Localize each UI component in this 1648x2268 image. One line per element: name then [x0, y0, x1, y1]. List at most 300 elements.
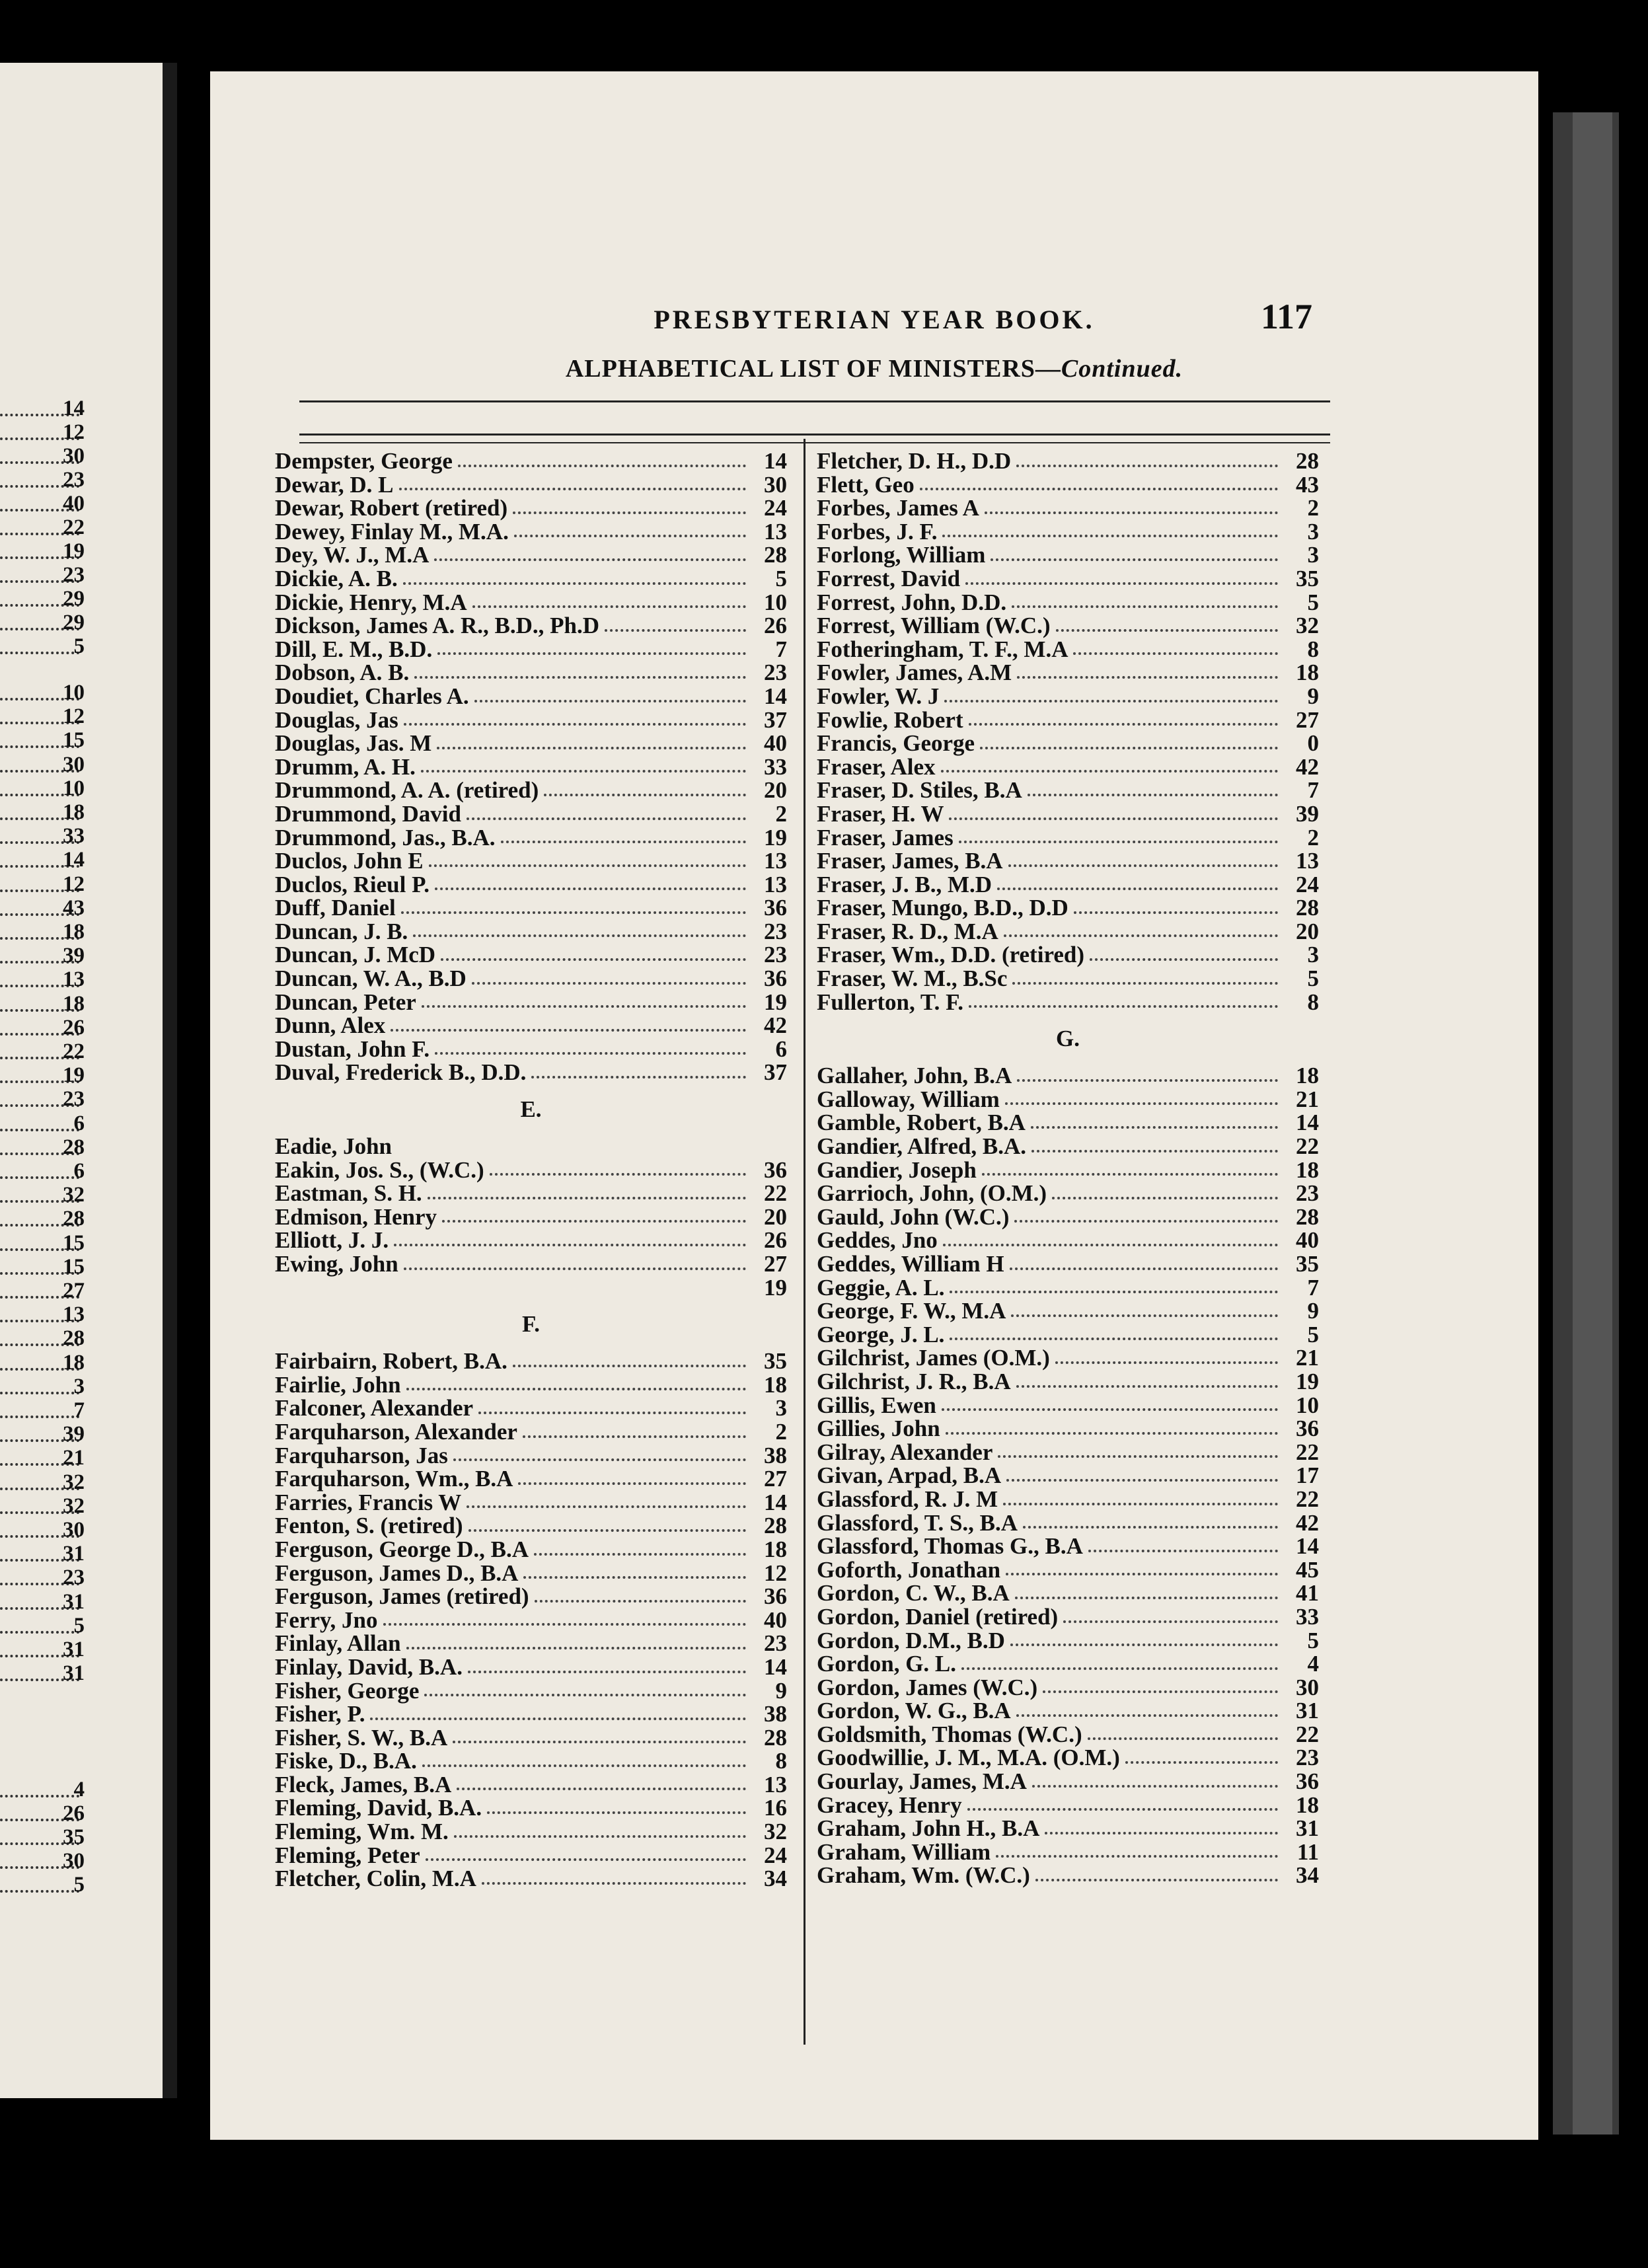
- facing-page-number: 4: [73, 1778, 85, 1801]
- page-reference: 9: [1307, 1298, 1319, 1324]
- page-reference: 16: [764, 1795, 787, 1821]
- dot-leader: [421, 770, 746, 773]
- minister-name: Dewar, D. L: [275, 471, 394, 498]
- dot-leader: [467, 1505, 746, 1508]
- minister-entry: [275, 873, 787, 897]
- minister-name: Glassford, R. J. M: [817, 1486, 998, 1512]
- facing-page-number: 15: [63, 1254, 85, 1279]
- minister-entry: [817, 496, 1319, 520]
- dot-leader: [531, 1076, 746, 1078]
- minister-entry: [817, 1158, 1319, 1182]
- facing-page-number: 6: [73, 1159, 85, 1183]
- page-reference: 40: [764, 1606, 787, 1633]
- facing-page-number: 29: [63, 587, 85, 611]
- minister-name: Gordon, G. L.: [817, 1651, 957, 1677]
- dot-leader: [1074, 911, 1278, 914]
- minister-entry: [275, 1373, 787, 1397]
- minister-entry: [817, 826, 1319, 850]
- dot-leader: [434, 558, 746, 561]
- facing-page-number: 19: [63, 539, 85, 563]
- minister-entry: [275, 1349, 787, 1373]
- dot-leader: [1011, 1314, 1278, 1317]
- minister-name: Duclos, Rieul P.: [275, 871, 430, 897]
- minister-name: Drummond, Jas., B.A.: [275, 824, 496, 850]
- heading-continued: Continued.: [1061, 355, 1183, 383]
- dot-leader: [942, 1408, 1278, 1411]
- minister-name: Graham, Wm. (W.C.): [817, 1862, 1030, 1889]
- page-reference: 37: [764, 706, 787, 733]
- minister-entry: [817, 1441, 1319, 1464]
- dot-leader: [941, 770, 1279, 773]
- dot-leader: [453, 1741, 746, 1743]
- minister-name: Geddes, William H: [817, 1251, 1004, 1277]
- dot-leader: [1005, 1102, 1278, 1105]
- dot-leader: [1008, 864, 1278, 867]
- page-reference: 18: [764, 1371, 787, 1398]
- page-reference: 23: [1296, 1745, 1319, 1771]
- heading-main: ALPHABETICAL LIST OF MINISTERS—: [565, 355, 1061, 383]
- page-reference: 36: [1296, 1416, 1319, 1442]
- facing-page-number: 33: [63, 824, 85, 849]
- facing-page-number: 28: [63, 1326, 85, 1351]
- minister-entry: [817, 1629, 1319, 1653]
- facing-page-number: 26: [63, 1015, 85, 1040]
- minister-name: Fisher, S. W., B.A: [275, 1724, 448, 1751]
- minister-name: Gracey, Henry: [817, 1792, 962, 1818]
- dot-leader: [965, 582, 1278, 585]
- dot-leader: [391, 1029, 746, 1032]
- minister-name: Dobson, A. B.: [275, 660, 410, 686]
- dot-leader: [467, 817, 746, 820]
- minister-entry: [275, 567, 787, 591]
- page-reference: 28: [764, 1513, 787, 1539]
- minister-name: Fraser, D. Stiles, B.A: [817, 777, 1022, 804]
- dot-leader: [513, 1365, 746, 1367]
- minister-name: Fairbairn, Robert, B.A.: [275, 1348, 507, 1375]
- minister-entry: [275, 520, 787, 544]
- minister-name: Gilray, Alexander: [817, 1439, 993, 1465]
- minister-name: Edmison, Henry: [275, 1203, 437, 1230]
- dot-leader: [472, 982, 746, 985]
- minister-entry: [275, 1844, 787, 1868]
- minister-name: Drummond, David: [275, 800, 461, 827]
- page-reference: 33: [1296, 1603, 1319, 1630]
- minister-entry: [817, 943, 1319, 967]
- page-reference: 28: [1296, 895, 1319, 921]
- dot-leader: [422, 1005, 746, 1008]
- dot-leader: [406, 1647, 746, 1649]
- minister-name: Fowler, James, A.M: [817, 660, 1012, 686]
- minister-name: Goforth, Jonathan: [817, 1556, 1001, 1583]
- page-reference: 2: [1307, 824, 1319, 850]
- minister-entry: [817, 755, 1319, 779]
- facing-page-number: 39: [63, 1422, 85, 1447]
- minister-entry: [275, 1014, 787, 1038]
- page-reference: 3: [1307, 542, 1319, 568]
- page-reference: 27: [764, 1466, 787, 1492]
- minister-entry: [275, 1158, 787, 1182]
- page-reference: 22: [1296, 1486, 1319, 1512]
- facing-page-number: 23: [63, 468, 85, 492]
- minister-entry: [817, 1605, 1319, 1629]
- minister-entry: [275, 543, 787, 567]
- minister-entry: [817, 1464, 1319, 1488]
- minister-name: Forrest, John, D.D.: [817, 589, 1007, 615]
- dot-leader: [1016, 1385, 1278, 1388]
- page-gutter-shadow: [163, 63, 177, 2098]
- minister-name: Ferguson, George D., B.A: [275, 1536, 529, 1562]
- minister-entry: [275, 1608, 787, 1632]
- dot-leader: [985, 511, 1278, 514]
- page-reference: 18: [1296, 660, 1319, 686]
- minister-entry: [817, 520, 1319, 544]
- dot-leader: [534, 1553, 746, 1556]
- dot-leader: [523, 1435, 746, 1438]
- facing-page-number: 12: [63, 420, 85, 444]
- dot-leader: [383, 1623, 746, 1626]
- dot-leader: [949, 817, 1278, 820]
- minister-name: Dill, E. M., B.D.: [275, 636, 433, 662]
- page-reference: 28: [1296, 1203, 1319, 1230]
- page-reference: 14: [764, 1489, 787, 1515]
- dot-leader: [404, 1267, 746, 1270]
- dot-leader: [967, 1808, 1278, 1811]
- minister-entry: [817, 1252, 1319, 1276]
- minister-entry: [275, 1396, 787, 1420]
- facing-page-number: 30: [63, 1849, 85, 1873]
- facing-page-number: 29: [63, 611, 85, 634]
- minister-name: George, F. W., M.A: [817, 1298, 1006, 1324]
- minister-name: Falconer, Alexander: [275, 1395, 474, 1421]
- minister-name: Forrest, David: [817, 565, 961, 591]
- minister-name: Graham, John H., B.A: [817, 1815, 1040, 1842]
- minister-name: Dickie, Henry, M.A: [275, 589, 467, 615]
- facing-page-number: 39: [63, 944, 85, 968]
- minister-entry: [275, 920, 787, 944]
- page-reference: 30: [1296, 1674, 1319, 1700]
- facing-page-numbers: [0, 63, 177, 2098]
- minister-name: Finlay, David, B.A.: [275, 1653, 463, 1680]
- dot-leader: [982, 1173, 1278, 1176]
- minister-name: Forbes, James A: [817, 495, 979, 521]
- facing-page-number: 28: [63, 1135, 85, 1159]
- dot-leader: [442, 1220, 746, 1223]
- dot-leader: [1031, 1126, 1278, 1129]
- minister-name: Ferguson, James D., B.A: [275, 1560, 519, 1586]
- minister-entry: [275, 1228, 787, 1252]
- page-reference: 9: [775, 1677, 787, 1704]
- page-reference: 21: [1296, 1345, 1319, 1371]
- minister-name: Galloway, William: [817, 1086, 1000, 1112]
- page-reference: 40: [1296, 1227, 1319, 1254]
- dot-leader: [426, 1858, 746, 1861]
- double-rule-lower: [299, 442, 1330, 443]
- dot-leader: [435, 1052, 746, 1055]
- minister-entry: [817, 1676, 1319, 1700]
- page-reference: 5: [1307, 1321, 1319, 1347]
- page-reference: 22: [1296, 1439, 1319, 1465]
- dot-leader: [468, 1529, 747, 1532]
- dot-leader: [478, 1412, 746, 1414]
- page-reference: 40: [764, 730, 787, 757]
- page-reference: 7: [1307, 1274, 1319, 1301]
- minister-entry: [817, 1299, 1319, 1323]
- minister-name: Fraser, James: [817, 824, 954, 850]
- minister-name: Eastman, S. H.: [275, 1180, 422, 1207]
- minister-entry: [275, 1514, 787, 1538]
- minister-entry: [817, 1558, 1319, 1582]
- minister-entry: [275, 1444, 787, 1468]
- page-reference: 3: [1307, 942, 1319, 968]
- page-reference: 27: [1296, 706, 1319, 733]
- dot-leader: [1004, 934, 1278, 937]
- minister-name: Finlay, Allan: [275, 1630, 401, 1657]
- minister-name: Fenton, S. (retired): [275, 1513, 463, 1539]
- dot-leader: [980, 747, 1278, 749]
- minister-entry: [275, 1252, 787, 1276]
- minister-entry: [817, 449, 1319, 473]
- page-reference: 35: [1296, 565, 1319, 591]
- minister-name: Duval, Frederick B., D.D.: [275, 1059, 527, 1086]
- minister-name: Duncan, J. B.: [275, 918, 408, 944]
- minister-entry: [275, 1726, 787, 1750]
- minister-name: Gilchrist, J. R., B.A: [817, 1368, 1011, 1394]
- minister-name: Farquharson, Wm., B.A: [275, 1466, 513, 1492]
- minister-name: Dunn, Alex: [275, 1012, 386, 1039]
- minister-entry: [275, 1867, 787, 1891]
- page-reference: 31: [1296, 1815, 1319, 1842]
- dot-leader: [424, 1694, 746, 1696]
- page-reference: 10: [764, 589, 787, 615]
- page-reference: 33: [764, 753, 787, 780]
- dot-leader: [1006, 1479, 1278, 1482]
- page-reference: 36: [1296, 1768, 1319, 1795]
- dot-leader: [1043, 1690, 1278, 1693]
- minister-entry: [817, 661, 1319, 685]
- minister-name: Gordon, James (W.C.): [817, 1674, 1038, 1700]
- page-reference: 13: [764, 848, 787, 874]
- dot-leader: [482, 1882, 746, 1885]
- page-reference: 11: [1296, 1838, 1319, 1865]
- page-reference: 18: [1296, 1156, 1319, 1183]
- minister-name: Dickson, James A. R., B.D., Ph.D: [275, 613, 600, 639]
- page-reference: 20: [1296, 918, 1319, 944]
- dot-leader: [1055, 1361, 1278, 1364]
- facing-page-number: 10: [63, 776, 85, 800]
- dot-leader: [523, 1576, 746, 1579]
- dot-leader: [370, 1718, 746, 1720]
- facing-page-number: 22: [63, 1040, 85, 1063]
- facing-page-number: 7: [73, 1398, 85, 1422]
- minister-entry: [817, 802, 1319, 826]
- minister-entry: [817, 873, 1319, 897]
- minister-entry: [275, 732, 787, 755]
- minister-name: Eadie, John: [275, 1133, 392, 1160]
- section-letter: E.: [520, 1096, 542, 1123]
- dot-leader: [474, 700, 746, 702]
- minister-entry: [817, 591, 1319, 615]
- page-reference: 35: [764, 1348, 787, 1375]
- minister-name: Duff, Daniel: [275, 895, 396, 921]
- facing-page-number: 19: [63, 1063, 85, 1088]
- facing-page-number: 10: [63, 681, 85, 704]
- minister-name: Gordon, C. W., B.A: [817, 1580, 1010, 1606]
- minister-entry: [817, 1770, 1319, 1794]
- page-reference: 7: [775, 636, 787, 662]
- page-edge-shadow-inner: [1573, 112, 1612, 2135]
- minister-name: Gourlay, James, M.A: [817, 1768, 1027, 1795]
- facing-page-number: 40: [63, 492, 85, 515]
- minister-name: Fotheringham, T. F., M.A: [817, 636, 1068, 662]
- minister-name: Dey, W. J., M.A: [275, 542, 430, 568]
- page-reference: 32: [1296, 613, 1319, 639]
- facing-page-number: 43: [63, 895, 85, 920]
- facing-page-number: 31: [63, 1638, 85, 1661]
- facing-page-number: 18: [63, 920, 85, 944]
- page-reference: 22: [1296, 1721, 1319, 1747]
- facing-page-number: 3: [73, 1374, 85, 1398]
- minister-entry: [275, 1538, 787, 1562]
- page-reference: 3: [775, 1395, 787, 1421]
- dot-leader: [401, 911, 746, 914]
- minister-entry: [817, 614, 1319, 638]
- page-reference: 23: [764, 660, 787, 686]
- dot-leader: [535, 1600, 746, 1603]
- dot-leader: [453, 1458, 746, 1461]
- page-reference: 28: [1296, 448, 1319, 474]
- page-reference: 20: [764, 1203, 787, 1230]
- dot-leader: [518, 1482, 746, 1485]
- minister-name: Fraser, Alex: [817, 753, 936, 780]
- minister-name: Gallaher, John, B.A: [817, 1063, 1012, 1089]
- minister-name: Dickie, A. B.: [275, 565, 398, 591]
- dot-leader: [1012, 982, 1278, 985]
- minister-name: Fowler, W. J: [817, 683, 940, 709]
- dot-leader: [1016, 1714, 1278, 1717]
- minister-name: Fletcher, D. H., D.D: [817, 448, 1012, 474]
- minister-name: Farquharson, Jas: [275, 1442, 448, 1468]
- left-column: [275, 449, 787, 1891]
- minister-entry: [275, 1205, 787, 1229]
- minister-name: Farries, Francis W: [275, 1489, 462, 1515]
- page-reference: 19: [1296, 1368, 1319, 1394]
- minister-name: George, J. L.: [817, 1321, 945, 1347]
- dot-leader: [1052, 1197, 1278, 1199]
- dot-leader: [969, 723, 1278, 726]
- minister-name: Duclos, John E: [275, 848, 424, 874]
- minister-name: Douglas, Jas. M: [275, 730, 432, 757]
- minister-name: Eakin, Jos. S., (W.C.): [275, 1156, 484, 1183]
- page-reference: 42: [1296, 753, 1319, 780]
- facing-page-number: 15: [63, 1230, 85, 1255]
- top-rule: [299, 400, 1330, 402]
- facing-page-number: 14: [63, 397, 85, 420]
- minister-entry: [817, 708, 1319, 732]
- minister-entry: [275, 1773, 787, 1797]
- page-reference: 43: [1296, 471, 1319, 498]
- dot-leader: [1012, 605, 1278, 608]
- dot-leader: [1023, 1526, 1278, 1529]
- minister-entry: [817, 1323, 1319, 1347]
- minister-entry: [275, 1585, 787, 1608]
- page-reference: 22: [1296, 1133, 1319, 1160]
- dot-leader: [437, 652, 746, 655]
- minister-name: Duncan, W. A., B.D: [275, 965, 467, 992]
- page-reference: 14: [764, 683, 787, 709]
- minister-entry: [275, 638, 787, 662]
- dot-leader: [1015, 1597, 1278, 1599]
- facing-page-number: 18: [63, 800, 85, 824]
- minister-entry: [275, 1796, 787, 1820]
- dot-leader: [490, 1173, 746, 1176]
- dot-leader: [422, 1764, 746, 1767]
- facing-page-number: 12: [63, 704, 85, 729]
- dot-leader: [998, 1455, 1278, 1458]
- dot-leader: [1073, 652, 1278, 655]
- dot-leader: [544, 794, 746, 796]
- dot-leader: [1017, 1079, 1278, 1082]
- page-reference: 23: [764, 1630, 787, 1657]
- dot-leader: [1035, 1879, 1278, 1881]
- facing-page-number: 18: [63, 1350, 85, 1375]
- minister-name: Fraser, J. B., M.D: [817, 871, 993, 897]
- minister-name: Gilchrist, James (O.M.): [817, 1345, 1050, 1371]
- page-reference: 2: [1307, 495, 1319, 521]
- minister-name: Fullerton, T. F.: [817, 989, 964, 1015]
- minister-name: Fraser, W. M., B.Sc: [817, 965, 1008, 992]
- facing-page-edge: [0, 63, 177, 2098]
- page-reference: 38: [764, 1442, 787, 1468]
- dot-leader: [1045, 1832, 1278, 1834]
- facing-page-number: 5: [73, 634, 85, 658]
- page-reference: 28: [764, 542, 787, 568]
- minister-entry: [817, 1794, 1319, 1817]
- running-title: PRESBYTERIAN YEAR BOOK.: [654, 305, 1095, 334]
- page-reference: 36: [764, 895, 787, 921]
- page-reference: 5: [1307, 1627, 1319, 1653]
- minister-entry: [275, 661, 787, 685]
- section-letter: F.: [522, 1311, 540, 1338]
- dot-leader: [605, 629, 746, 632]
- minister-name: Douglas, Jas: [275, 706, 398, 733]
- page-reference: 3: [1307, 518, 1319, 545]
- page-reference: 38: [764, 1701, 787, 1727]
- page-reference: 24: [764, 1842, 787, 1868]
- page-reference: 22: [764, 1180, 787, 1207]
- minister-entry: [275, 591, 787, 615]
- dot-leader: [1090, 958, 1278, 961]
- facing-page-number: 18: [63, 991, 85, 1016]
- minister-entry: [275, 1655, 787, 1679]
- facing-page-number: 5: [73, 1613, 85, 1638]
- page-reference: 42: [1296, 1509, 1319, 1536]
- dot-leader: [943, 1244, 1278, 1246]
- minister-entry: [817, 1534, 1319, 1558]
- minister-name: Glassford, T. S., B.A: [817, 1509, 1018, 1536]
- page-reference: 23: [1296, 1180, 1319, 1207]
- right-column: [817, 449, 1319, 1887]
- page-reference: 7: [1307, 777, 1319, 804]
- page-reference: 27: [764, 1251, 787, 1277]
- dot-leader: [472, 605, 746, 608]
- page-reference: 18: [1296, 1792, 1319, 1818]
- list-heading: [210, 354, 1538, 383]
- minister-name: Gordon, W. G., B.A: [817, 1698, 1011, 1724]
- minister-entry: [275, 1632, 787, 1655]
- dot-leader: [959, 841, 1278, 843]
- page-reference: 14: [764, 1653, 787, 1680]
- page-reference: 5: [1307, 965, 1319, 992]
